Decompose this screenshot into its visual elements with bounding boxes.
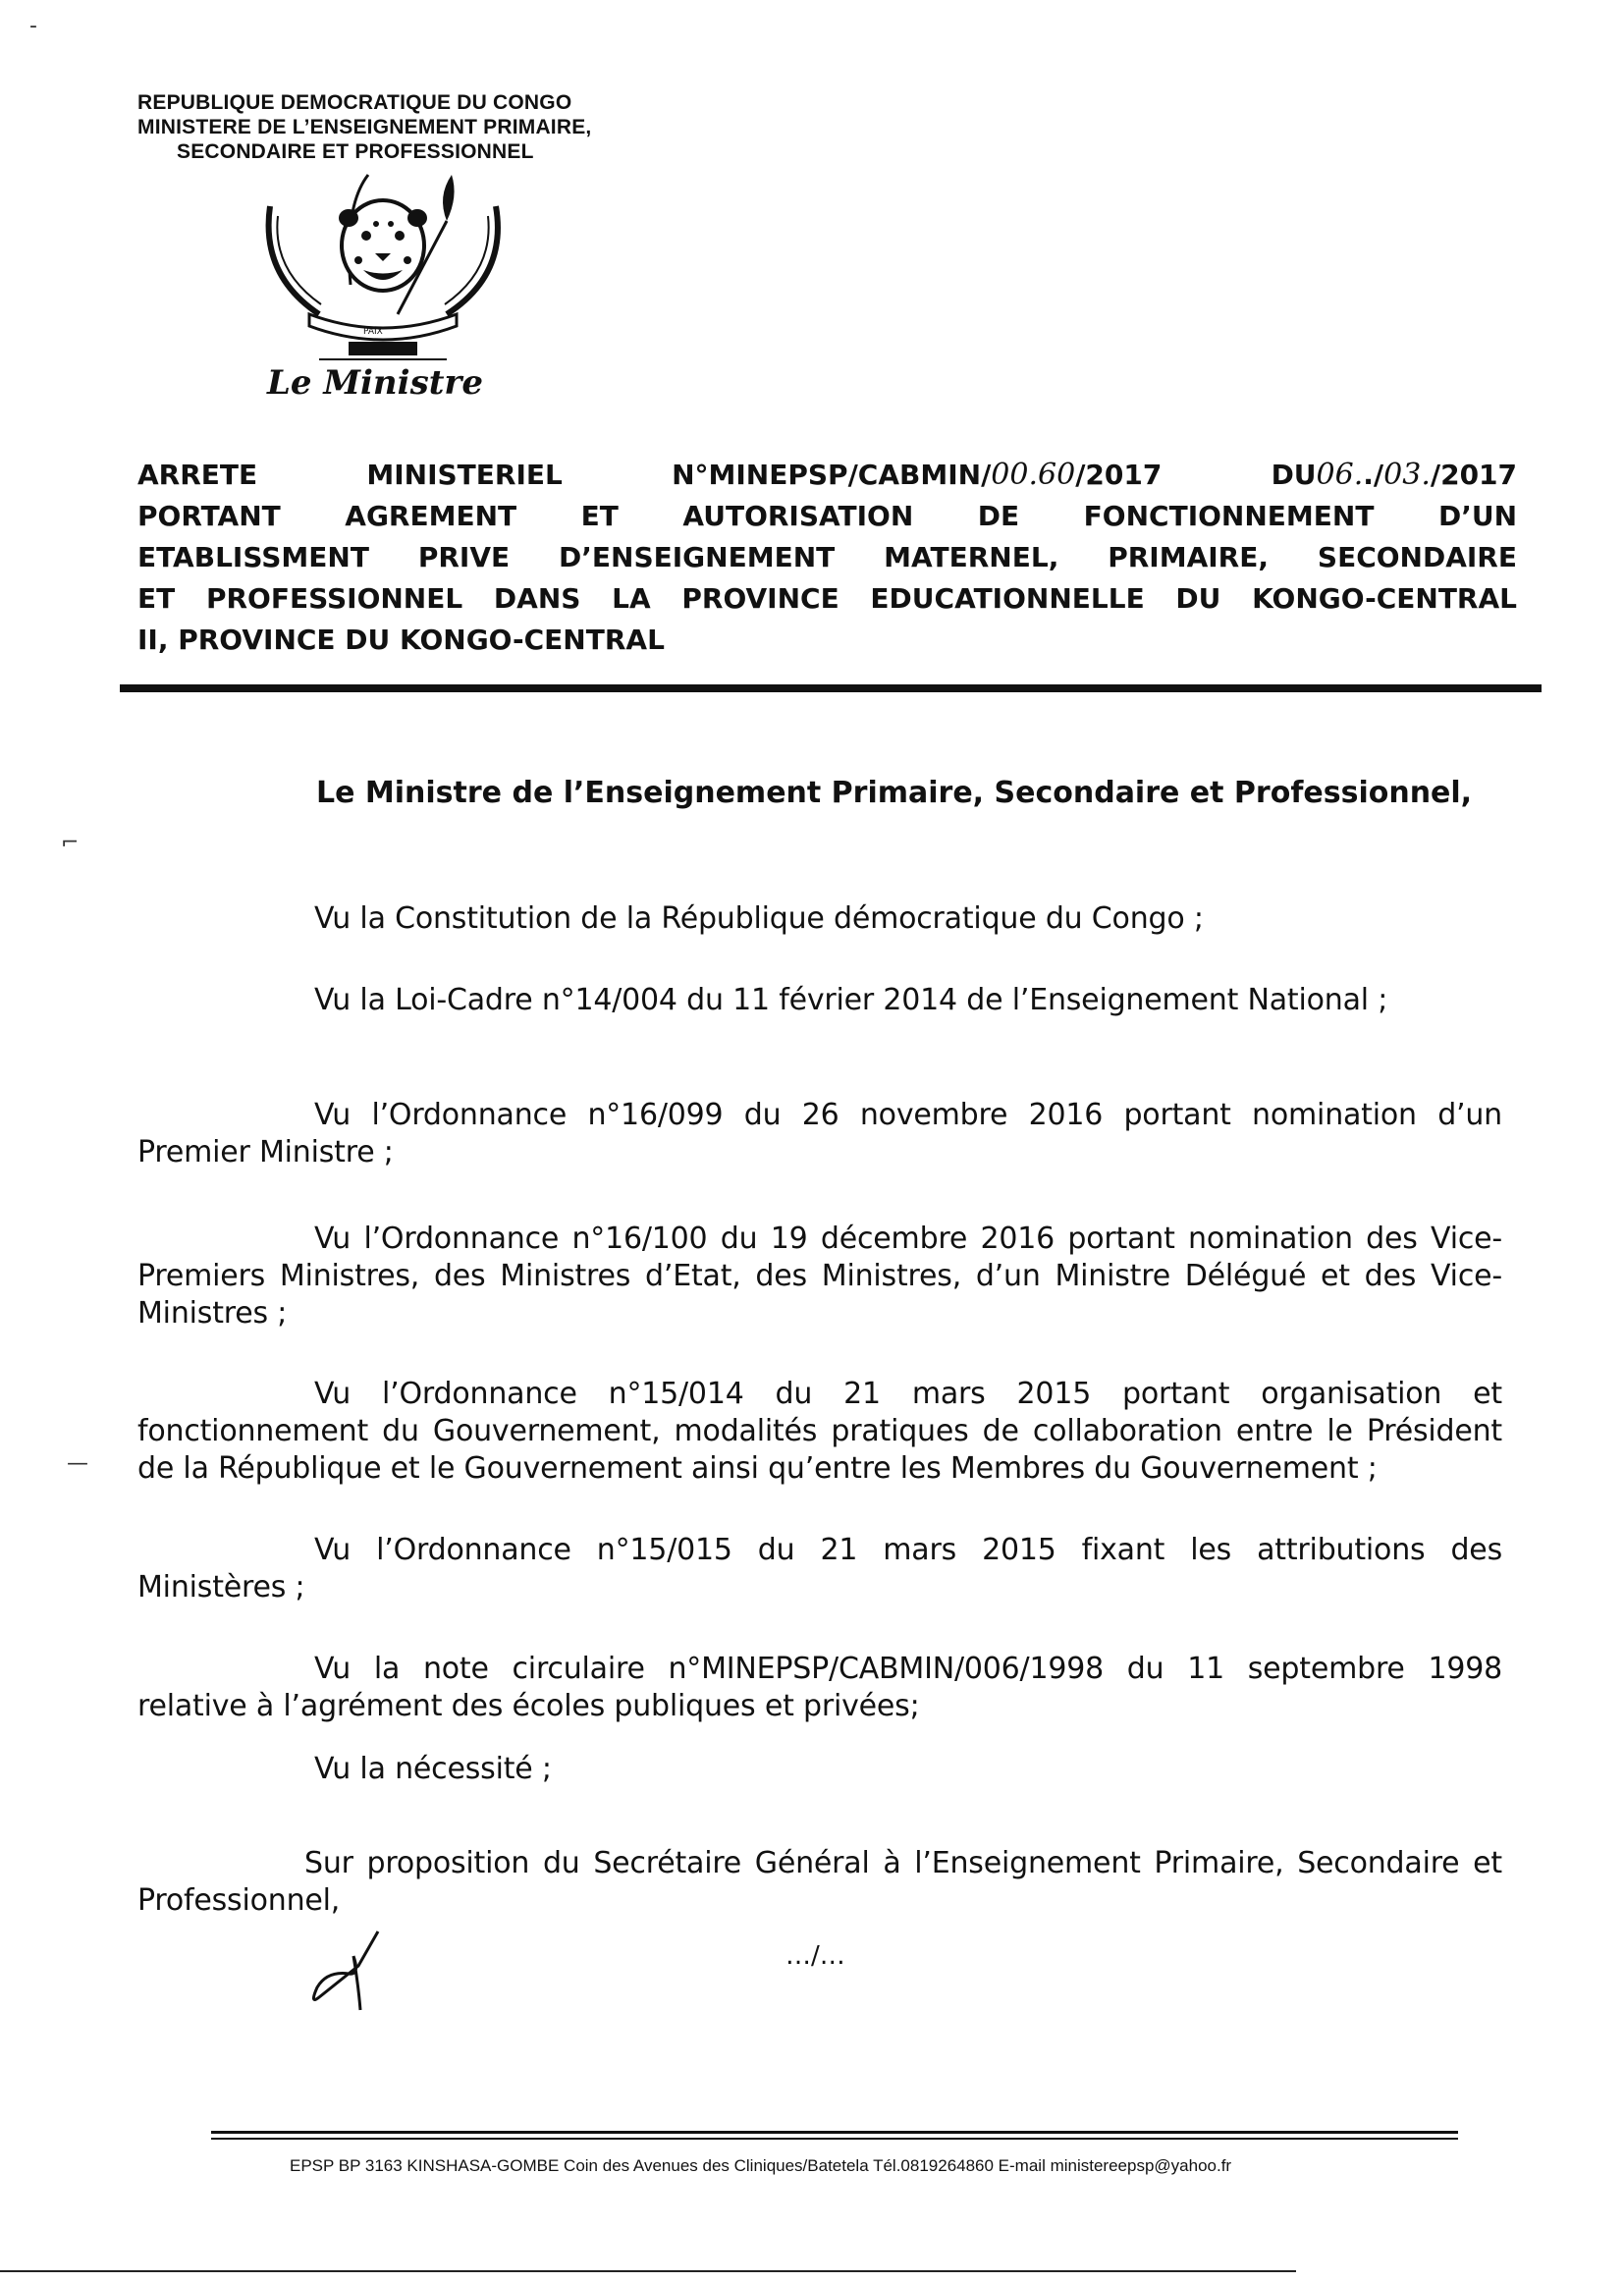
title-divider	[120, 684, 1542, 692]
emblem-motto: PAIX	[363, 327, 383, 337]
vu-ordonnance-16-100	[137, 1221, 1502, 1332]
footer-rule	[211, 2131, 1458, 2134]
arrete-title-line-4: ET PROFESSIONNEL DANS LA PROVINCE EDUCATIONNELLE DU KONGO-CENTRAL	[137, 582, 1517, 615]
vu-ordonnance-16-100-line-3: Ministres ;	[137, 1296, 288, 1331]
vu-ordonnance-16-099-line-2: Premier Ministre ;	[137, 1135, 394, 1169]
reference-year: /2017	[1075, 459, 1163, 491]
margin-mark-2: —	[67, 1451, 88, 1476]
header-line-ministry: MINISTERE DE L’ENSEIGNEMENT PRIMAIRE,	[137, 116, 592, 138]
vu-ordonnance-16-099	[137, 1097, 1502, 1171]
sur-proposition-line-2: Professionnel,	[137, 1883, 341, 1918]
vu-ordonnance-16-100-line-1: Vu l’Ordonnance n°16/100 du 19 décembre 2016 portant nomination des Vice-	[314, 1222, 1502, 1256]
scan-bottom-edge	[0, 2270, 1296, 2272]
vu-ordonnance-15-014-line-1: Vu l’Ordonnance n°15/014 du 21 mars 2015 portant organisation et	[314, 1377, 1502, 1411]
arrete-title	[137, 455, 1517, 661]
date-prefix: DU	[1271, 459, 1317, 491]
ministry-header	[137, 90, 591, 164]
vu-ordonnance-16-099-line-1: Vu l’Ordonnance n°16/099 du 26 novembre 2016 portant nomination d’un	[314, 1098, 1502, 1132]
initials-paraph-icon	[299, 1927, 407, 2015]
minister-heading: Le Ministre de l’Enseignement Primaire, Secondaire et Professionnel,	[316, 776, 1473, 810]
vu-ordonnance-15-014-line-2: fonctionnement du Gouvernement, modalités pratiques de collaboration entre le Président	[137, 1414, 1502, 1448]
vu-constitution: Vu la Constitution de la République démocratique du Congo ;	[314, 901, 1204, 936]
arrete-title-line-2: PORTANT AGREMENT ET AUTORISATION DE FONCTIONNEMENT D’UN	[137, 500, 1517, 532]
vu-note-circulaire	[137, 1651, 1502, 1725]
vu-ordonnance-16-100-line-2: Premiers Ministres, des Ministres d’Etat, des Ministres, d’un Ministre Délégué et des Vice-	[137, 1259, 1502, 1293]
vu-note-circulaire-line-1: Vu la note circulaire n°MINEPSP/CABMIN/006/1998 du 11 septembre 1998	[314, 1652, 1502, 1686]
page-continuation: …/…	[785, 1941, 845, 1971]
margin-mark-1: ⌐	[61, 831, 80, 855]
reference-handwritten-number: 00.60	[991, 458, 1076, 492]
date-year: /2017	[1430, 459, 1518, 491]
vu-ordonnance-15-014	[137, 1376, 1502, 1488]
arrete-title-line-1	[137, 455, 1517, 496]
arrete-reference	[672, 459, 1162, 491]
footer-contact: EPSP BP 3163 KINSHASA-GOMBE Coin des Avenues des Cliniques/Batetela Tél.0819264860 E-mail ministereepsp@yahoo.fr	[290, 2156, 1232, 2175]
vu-ordonnance-15-014-line-3: de la République et le Gouvernement ainsi qu’entre les Membres du Gouvernement ;	[137, 1451, 1378, 1486]
vu-ordonnance-15-015	[137, 1532, 1502, 1606]
arrete-title-line-3: ETABLISSMENT PRIVE D’ENSEIGNEMENT MATERNEL, PRIMAIRE, SECONDAIRE	[137, 541, 1517, 573]
date-day-handwritten: 06.	[1316, 458, 1364, 492]
arrete-word: ARRETE	[137, 459, 258, 491]
header-line-ministry-cont: SECONDAIRE ET PROFESSIONNEL	[177, 140, 534, 163]
minister-signature-title: Le Ministre	[267, 363, 483, 403]
sur-proposition-line-1: Sur proposition du Secrétaire Général à l’Enseignement Primaire, Secondaire et	[304, 1846, 1502, 1880]
vu-note-circulaire-line-2: relative à l’agrément des écoles publiques et privées;	[137, 1689, 920, 1723]
footer-rule-thin	[211, 2138, 1458, 2140]
vu-ordonnance-15-015-line-1: Vu l’Ordonnance n°15/015 du 21 mars 2015 fixant les attributions des	[314, 1533, 1502, 1567]
coat-of-arms-icon	[250, 167, 515, 363]
vu-loi-cadre: Vu la Loi-Cadre n°14/004 du 11 février 2014 de l’Enseignement National ;	[314, 983, 1388, 1017]
arrete-title-line-5: II, PROVINCE DU KONGO-CENTRAL	[137, 624, 665, 656]
arrete-date	[1272, 459, 1517, 491]
scan-mark-top: -	[29, 14, 37, 38]
header-line-country: REPUBLIQUE DEMOCRATIQUE DU CONGO	[137, 91, 572, 114]
sur-proposition	[137, 1845, 1502, 1920]
date-month-handwritten: 03.	[1383, 458, 1431, 492]
vu-ordonnance-15-015-line-2: Ministères ;	[137, 1570, 305, 1604]
date-separator: ./	[1363, 459, 1384, 491]
ministeriel-word: MINISTERIEL	[366, 459, 563, 491]
reference-prefix: N°MINEPSP/CABMIN/	[672, 459, 992, 491]
vu-necessite: Vu la nécessité ;	[314, 1752, 552, 1786]
